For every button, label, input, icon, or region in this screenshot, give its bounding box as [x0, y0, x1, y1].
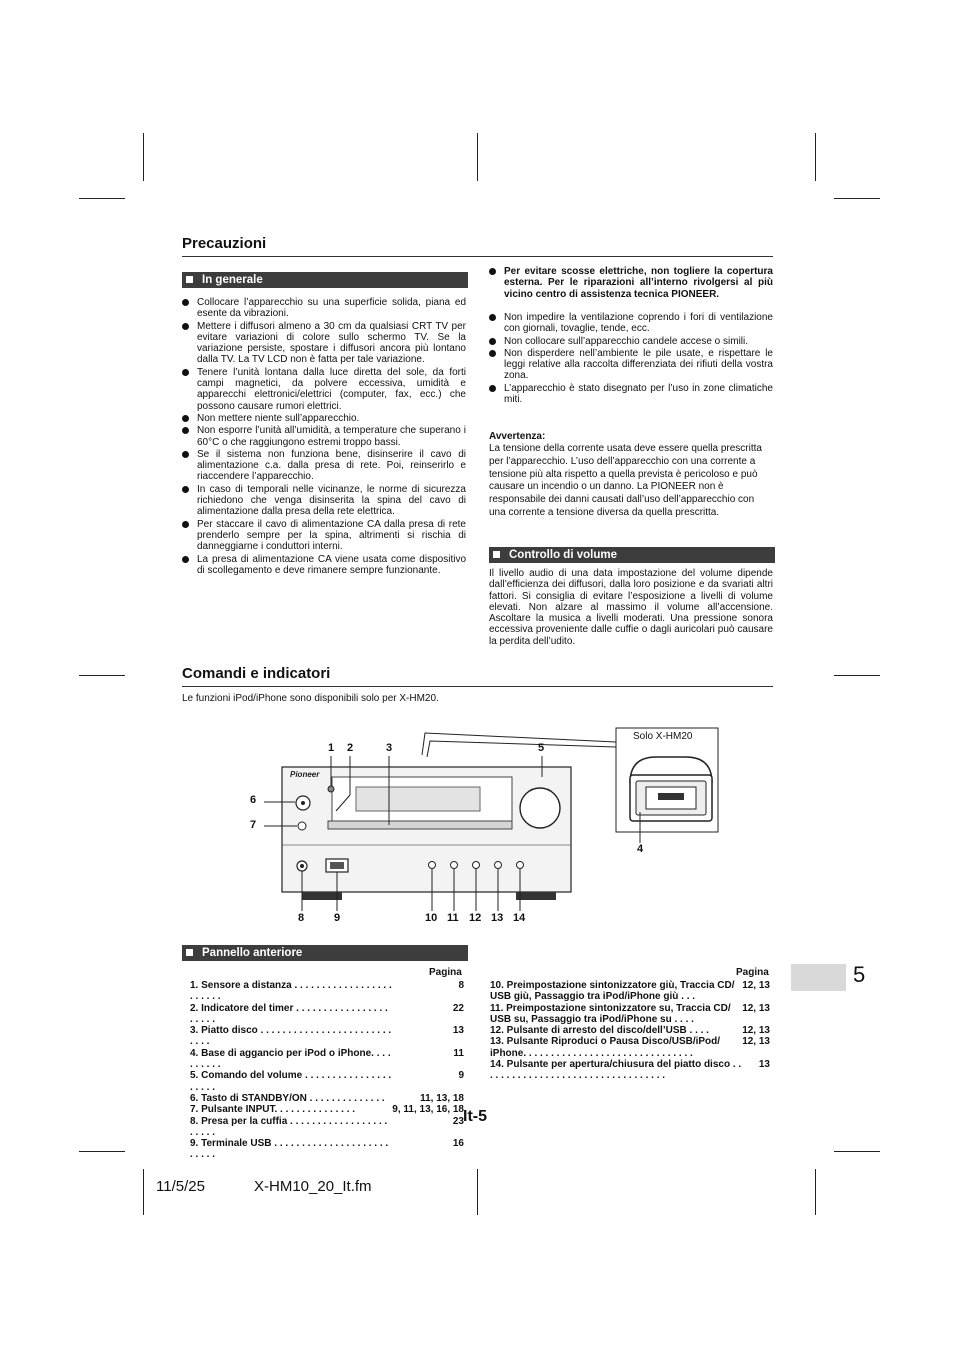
- list-item: Tenere l’unità lontana dalla luce diretta del sole, da forti campi magnetici, da polvere eccessiva, umidità e apparecchi elettronici/elettrici (computer, fax, ecc.) che possono causare rumori elettrici.: [182, 367, 466, 412]
- index-page: 9: [458, 1070, 464, 1082]
- callout-11: 11: [447, 912, 459, 924]
- index-row: [490, 1003, 770, 1026]
- list-item: Non disperdere nell’ambiente le pile usate, e rispettare le leggi relative alla raccolta differenziata dei rifiuti della vostra zona.: [489, 348, 773, 382]
- subsection-bar-panel: [182, 945, 468, 961]
- index-row: [490, 980, 770, 1003]
- page-header-left: Pagina: [429, 967, 462, 978]
- index-row: [190, 1025, 464, 1048]
- subsection-heading: In generale: [202, 274, 263, 286]
- square-bullet-icon: [493, 551, 500, 558]
- page-label: It-5: [463, 1108, 487, 1125]
- callout-4: 4: [637, 843, 644, 855]
- callout-12: 12: [469, 912, 482, 924]
- crop-mark: [834, 198, 880, 199]
- subsection-heading: Pannello anteriore: [202, 947, 303, 959]
- index-row: [490, 1059, 770, 1082]
- index-label: 14. Pulsante per apertura/chiusura del piatto disco . . . . . . . . . . . . . . . . . . . . . . . . . . . . . . . . . .: [490, 1059, 742, 1082]
- list-item: Non collocare sull’apparecchio candele accese o simili.: [489, 336, 773, 347]
- list-item: In caso di temporali nelle vicinanze, le norme di sicurezza richiedono che venga disinserita la spina del cavo di alimentazione dalla presa della rete elettrica.: [182, 484, 466, 518]
- index-label: 6. Tasto di STANDBY/ON . . . . . . . . . . . . . .: [190, 1092, 385, 1104]
- index-page: 12, 13: [742, 980, 770, 991]
- index-row: [190, 1116, 464, 1139]
- index-page: 9, 11, 13, 16, 18: [392, 1104, 464, 1116]
- index-page: 11: [453, 1047, 464, 1059]
- section-rule: [182, 686, 773, 687]
- crop-mark: [79, 1151, 125, 1152]
- section-title-comandi: Comandi e indicatori: [182, 665, 331, 682]
- index-row: [190, 1104, 464, 1115]
- index-label: 8. Presa per la cuffia . . . . . . . . . . . . . . . . . . . . . . .: [190, 1115, 388, 1138]
- index-page: 8: [458, 980, 464, 991]
- footer-date: 11/5/25: [156, 1178, 205, 1195]
- page-number-tab: 5: [853, 962, 866, 987]
- crop-mark: [477, 133, 478, 181]
- panel-index-left: [190, 980, 464, 1161]
- callout-9: 9: [334, 912, 341, 924]
- callout-3: 3: [386, 742, 393, 754]
- subsection-heading: Controllo di volume: [509, 549, 617, 561]
- index-label: 1. Sensore a distanza . . . . . . . . . . . . . . . . . . . . . . . .: [190, 980, 392, 1003]
- callout-7: 7: [250, 819, 257, 831]
- index-label: 9. Terminale USB . . . . . . . . . . . . . . . . . . . . . . . . . .: [190, 1138, 389, 1161]
- section-title-precauzioni: Precauzioni: [182, 235, 267, 252]
- brand-logo: Pioneer: [290, 770, 320, 779]
- square-bullet-icon: [186, 949, 193, 956]
- list-item: Mettere i diffusori almeno a 30 cm da qualsiasi CRT TV per evitare variazioni di colore sullo schermo TV. Se la variazione persiste, spostare i diffusori ancora più lontano dalla TV. La TV LCD non è fatta per tale variazione.: [182, 321, 466, 366]
- index-row: [490, 1025, 770, 1036]
- index-page: 13: [452, 1025, 464, 1037]
- list-item: Se il sistema non funziona bene, disinserire il cavo di alimentazione c.a. dalla presa di rete. Poi, reinserirlo e riaccendere l’apparecchio.: [182, 449, 466, 483]
- list-item: Non esporre l’unità all’umidità, a temperature che superano i 60°C o che raggiungono estremi troppo bassi.: [182, 425, 466, 448]
- crop-mark: [79, 675, 125, 676]
- crop-mark: [815, 1169, 816, 1215]
- index-label: 12. Pulsante di arresto del disco/dell’USB . . . .: [490, 1025, 709, 1037]
- index-page: 12, 13: [742, 1002, 770, 1014]
- right-precautions-list-2: [489, 312, 773, 406]
- index-label: 5. Comando del volume . . . . . . . . . . . . . . . . . . . . .: [190, 1070, 392, 1093]
- index-label: 7. Pulsante INPUT. . . . . . . . . . . . . . .: [190, 1104, 356, 1116]
- callout-13: 13: [491, 912, 504, 924]
- front-panel-diagram: [240, 725, 730, 935]
- index-label: 3. Piatto disco . . . . . . . . . . . . . . . . . . . . . . . . . . . .: [190, 1025, 392, 1048]
- index-label: 11. Preimpostazione sintonizzatore su, Traccia CD/ USB su, Passaggio tra iPod/iPhone su . . . .: [490, 1002, 731, 1025]
- index-row: [190, 1138, 464, 1161]
- ipod-note: Le funzioni iPod/iPhone sono disponibili solo per X-HM20.: [182, 693, 439, 704]
- square-bullet-icon: [186, 276, 193, 283]
- crop-mark: [834, 1151, 880, 1152]
- page-header-right: Pagina: [736, 967, 769, 978]
- footer-file: X-HM10_20_It.fm: [254, 1178, 372, 1195]
- callout-1: 1: [328, 742, 335, 754]
- index-page: 23: [452, 1115, 464, 1127]
- index-row: [190, 1003, 464, 1026]
- index-row: [190, 1070, 464, 1093]
- index-row: [190, 980, 464, 1003]
- index-page: 16: [452, 1138, 464, 1150]
- index-label: 4. Base di aggancio per iPod o iPhone. . . . . . . . . .: [190, 1047, 391, 1071]
- callout-14: 14: [513, 912, 526, 924]
- callout-8: 8: [298, 912, 305, 924]
- warning-title: Avvertenza:: [489, 431, 546, 442]
- callout-5: 5: [538, 742, 545, 754]
- subsection-bar-general: [182, 272, 468, 288]
- crop-mark: [143, 133, 144, 181]
- index-row: [190, 1093, 464, 1104]
- index-row: [490, 1036, 770, 1059]
- crop-mark: [79, 198, 125, 199]
- list-item: Non impedire la ventilazione coprendo i fori di ventilazione con giornali, tovaglie, tende, ecc.: [489, 312, 773, 335]
- callout-6: 6: [250, 794, 257, 806]
- index-label: 10. Preimpostazione sintonizzatore giù, Traccia CD/ USB giù, Passaggio tra iPod/iPhone giù . . .: [490, 980, 735, 1003]
- index-page: 22: [452, 1002, 464, 1014]
- crop-mark: [834, 675, 880, 676]
- list-item: Non mettere niente sull’apparecchio.: [182, 413, 466, 424]
- crop-mark: [477, 1169, 478, 1215]
- subsection-bar-volume: [489, 547, 775, 563]
- index-label: 13. Pulsante Riproduci o Pausa Disco/USB/iPod/ iPhone. . . . . . . . . . . . . . . . . . . . . . . . . . . . . . .: [490, 1036, 721, 1059]
- solo-label: Solo X-HM20: [633, 731, 693, 742]
- index-page: 13: [758, 1059, 770, 1071]
- index-page: 11, 13, 18: [420, 1092, 464, 1104]
- list-item: Collocare l’apparecchio su una superficie solida, piana ed esente da vibrazioni.: [182, 297, 466, 320]
- volume-text: Il livello audio di una data impostazione del volume dipende dall’efficienza dei diffusori, dalla loro posizione e da svariati altri fattori. Si consiglia di evitare l’esposizione a livelli di volume elevati. Non alzare al massimo il volume all’accensione. Ascoltare la musica a livelli moderati. Una pressione sonora eccessiva proveniente dalle cuffie o dagli auricolari può causare la perdita dell’udito.: [489, 568, 773, 647]
- warning-text: La tensione della corrente usata deve essere quella prescritta per l’apparecchio. L’uso dell’apparecchio con una corrente a tensione più alta rispetto a quella prevista è pericoloso e può causare un incendio o un danno. La PIONEER non è responsabile dei danni causati dall’uso dell’apparecchio con una corrente a tensione diversa da quella prescritta.: [489, 443, 762, 518]
- section-rule: [182, 256, 773, 257]
- index-label: 2. Indicatore del timer . . . . . . . . . . . . . . . . . . . . . .: [190, 1002, 388, 1025]
- list-item: Per staccare il cavo di alimentazione CA dalla presa di rete prenderlo sempre per la spina, altrimenti si rischia di danneggiarne i conduttori interni.: [182, 519, 466, 553]
- list-item: Per evitare scosse elettriche, non togliere la copertura esterna. Per le riparazioni all’interno rivolgersi al più vicino centro di assistenza tecnica PIONEER.: [489, 266, 773, 300]
- page-tab: [791, 964, 846, 991]
- callout-2: 2: [347, 742, 354, 754]
- crop-mark: [815, 133, 816, 181]
- right-precautions-list: [489, 266, 773, 301]
- index-page: 12, 13: [742, 1036, 770, 1048]
- index-page: 12, 13: [742, 1025, 770, 1037]
- callout-10: 10: [425, 912, 438, 924]
- panel-index-right: [490, 980, 770, 1082]
- list-item: L’apparecchio è stato disegnato per l’uso in zone climatiche miti.: [489, 383, 773, 406]
- crop-mark: [143, 1169, 144, 1215]
- general-precautions-list: [182, 297, 466, 577]
- index-row: [190, 1048, 464, 1071]
- list-item: La presa di alimentazione CA viene usata come dispositivo di scollegamento e deve rimanere sempre funzionante.: [182, 554, 466, 577]
